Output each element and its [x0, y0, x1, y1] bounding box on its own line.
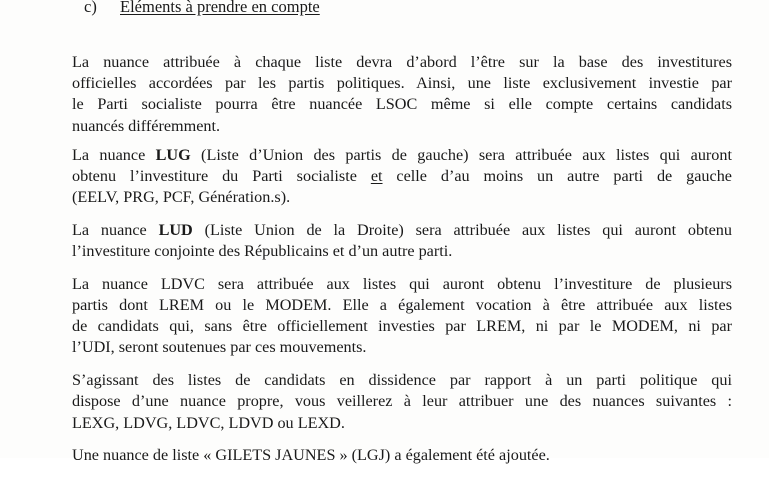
- paragraph-line: [72, 166, 732, 187]
- paragraph-line: La nuance LDVC sera attribuée aux listes qui auront obtenu l’investiture de plusieurs: [72, 274, 732, 293]
- paragraph-line: Une nuance de liste « GILETS JAUNES » (LGJ) a également été ajoutée.: [72, 446, 550, 465]
- paragraph-line: S’agissant des listes de candidats en dissidence par rapport à un parti politique qui: [72, 371, 732, 390]
- section-title: Eléments à prendre en compte: [120, 0, 320, 16]
- section-marker: c): [84, 0, 97, 16]
- text-run: La nuance: [72, 220, 159, 239]
- section-heading: [84, 0, 320, 17]
- nuance-code-lug: LUG: [155, 145, 191, 164]
- text-run: (Liste Union de la Droite) sera attribuée aux listes qui auront obtenu: [192, 220, 732, 239]
- text-run: (Liste d’Union des partis de gauche) sera attribuée aux listes qui auront: [190, 145, 732, 164]
- paragraph-gilets-jaunes: [72, 445, 732, 466]
- paragraph-ldvc: [72, 274, 732, 359]
- text-run: obtenu l’investiture du Parti socialiste: [72, 167, 371, 186]
- text-run: celle d’au moins un autre parti de gauche: [382, 167, 732, 186]
- paragraph-line: le Parti socialiste pourra être nuancée LSOC même si elle compte certains candidats: [72, 95, 732, 114]
- paragraph-line: officielles accordées par les partis politiques. Ainsi, une liste exclusivement investie par: [72, 74, 732, 93]
- paragraph-line: (EELV, PRG, PCF, Génération.s).: [72, 188, 291, 207]
- text-run: La nuance: [72, 145, 156, 164]
- nuance-code-lud: LUD: [158, 220, 193, 239]
- paragraph-line: dispose d’une nuance propre, vous veillerez à leur attribuer une des nuances suivantes :: [72, 392, 732, 411]
- paragraph-line: de candidats qui, sans être officiellement investies par LREM, ni par le MODEM, ni par: [72, 317, 732, 336]
- paragraph-line: LEXG, LDVG, LDVC, LDVD ou LEXD.: [72, 413, 345, 432]
- paragraph-investitures: [72, 52, 732, 137]
- paragraph-line: La nuance attribuée à chaque liste devra d’abord l’être sur la base des investitures: [72, 53, 732, 71]
- paragraph-line: [72, 145, 732, 166]
- paragraph-line: nuancés différemment.: [72, 116, 221, 135]
- paragraph-lud: [72, 220, 732, 262]
- paragraph-dissidence: [72, 370, 732, 434]
- paragraph-line: l’UDI, seront soutenues par ces mouvements.: [72, 338, 367, 357]
- paragraph-lug: [72, 145, 732, 209]
- paragraph-line: partis dont LREM ou le MODEM. Elle a également vocation à être attribuée aux listes: [72, 296, 732, 315]
- paragraph-line: [72, 220, 732, 241]
- paragraph-line: l’investiture conjointe des Républicains et d’un autre parti.: [72, 242, 453, 261]
- underlined-word: et: [370, 167, 383, 186]
- document-body: [72, 52, 732, 478]
